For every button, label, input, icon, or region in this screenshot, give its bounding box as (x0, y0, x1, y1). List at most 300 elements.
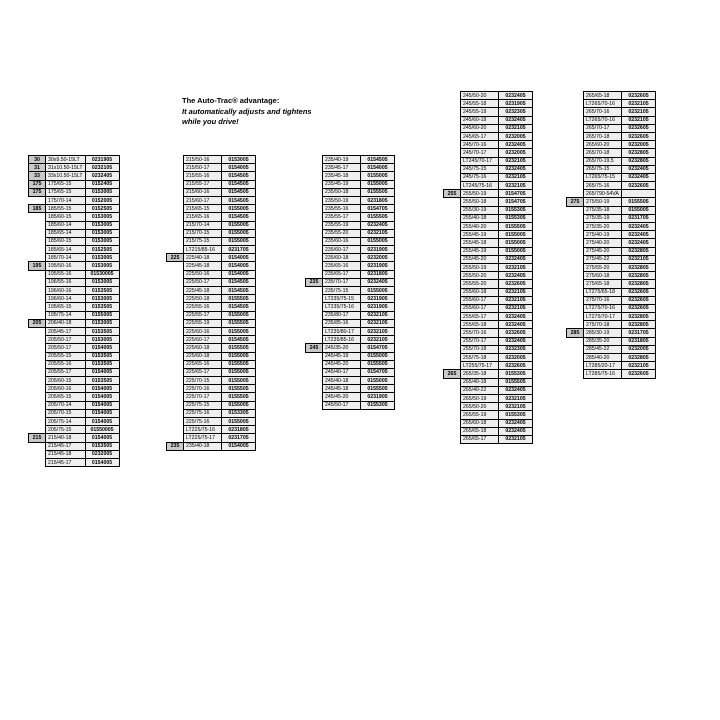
group-spacer (444, 255, 461, 263)
part-number-cell: 0153505 (85, 327, 119, 335)
group-spacer (167, 164, 184, 172)
group-spacer (567, 132, 584, 140)
group-spacer (567, 313, 584, 321)
part-number-cell: 0153505 (85, 377, 119, 385)
table-row (444, 419, 533, 427)
part-number-cell: 0155005 (222, 418, 256, 426)
group-spacer (444, 321, 461, 329)
table-row (29, 336, 120, 344)
table-row (444, 223, 533, 231)
table-row (167, 442, 256, 450)
part-number-cell: 0155505 (499, 378, 533, 386)
tire-size-cell: 225/50-17 (184, 278, 222, 286)
group-spacer (567, 304, 584, 312)
table-row (444, 173, 533, 181)
group-spacer (167, 344, 184, 352)
table-row (567, 100, 656, 108)
table-row (444, 116, 533, 124)
part-number-cell: 0152005 (85, 196, 119, 204)
tire-size-cell: 225/50-16 (184, 270, 222, 278)
tire-size-cell: 235/80-17 (323, 311, 361, 319)
part-number-cell: 0153305 (222, 409, 256, 417)
group-spacer (29, 237, 46, 245)
part-number-cell: 0155505 (499, 223, 533, 231)
tire-size-cell: 275/40-20 (584, 239, 622, 247)
part-number-cell: 0153005 (85, 336, 119, 344)
table-row (29, 327, 120, 335)
group-spacer (29, 221, 46, 229)
group-spacer (306, 295, 323, 303)
group-label: 235 (306, 278, 323, 286)
group-spacer (567, 362, 584, 370)
group-spacer (444, 100, 461, 108)
part-number-cell: 0155305 (499, 214, 533, 222)
part-number-cell: 0232405 (499, 313, 533, 321)
part-number-cell: 0231905 (361, 246, 395, 254)
part-number-cell: 0155005 (499, 247, 533, 255)
part-number-cell: 0232105 (361, 336, 395, 344)
tire-size-cell: 225/50-18 (184, 295, 222, 303)
headline-line-2: It automatically adjusts and tightens (182, 106, 312, 116)
group-spacer (29, 426, 46, 434)
part-number-cell: 0232305 (499, 345, 533, 353)
table-row (29, 164, 120, 172)
part-number-cell: 0153505 (85, 352, 119, 360)
table-row (167, 172, 256, 180)
part-number-cell: 0154005 (85, 434, 119, 442)
part-number-cell: 0154505 (222, 278, 256, 286)
table-row (567, 345, 656, 353)
tire-size-cell: 265/70-18 (584, 132, 622, 140)
group-spacer (444, 182, 461, 190)
part-number-cell: 01530005 (85, 270, 119, 278)
part-number-cell: 0153005 (85, 221, 119, 229)
part-number-cell: 0154005 (85, 344, 119, 352)
table-row (167, 196, 256, 204)
table-row (444, 370, 533, 378)
part-number-cell: 0232605 (622, 370, 656, 378)
table-row (444, 182, 533, 190)
table-row (444, 304, 533, 312)
table-row (29, 352, 120, 360)
tire-size-cell: 265/50-20 (461, 403, 499, 411)
part-number-cell: 0232805 (622, 280, 656, 288)
tire-size-cell: 265/65-17 (461, 435, 499, 443)
group-spacer (567, 337, 584, 345)
table-row (306, 377, 395, 385)
group-spacer (167, 352, 184, 360)
group-spacer (444, 108, 461, 116)
tire-size-cell: 225/40-18 (184, 254, 222, 262)
part-number-cell: 0154505 (222, 287, 256, 295)
tire-size-cell: 255/70-17 (461, 337, 499, 345)
part-number-cell: 0231705 (222, 246, 256, 254)
part-number-cell: 0232105 (622, 362, 656, 370)
part-number-cell: 0232105 (499, 157, 533, 165)
tire-size-cell: 215/70-14 (184, 221, 222, 229)
tire-size-cell: 185/60-15 (46, 213, 86, 221)
group-spacer (306, 172, 323, 180)
tire-size-cell: 225/75-15 (184, 401, 222, 409)
part-number-cell: 0232105 (499, 394, 533, 402)
part-number-cell: 0232105 (499, 288, 533, 296)
tire-size-cell: 215/50-16 (184, 156, 222, 164)
group-spacer (167, 303, 184, 311)
group-spacer (29, 311, 46, 319)
group-spacer (306, 205, 323, 213)
tire-size-cell: 205/70-15 (46, 409, 86, 417)
group-spacer (306, 336, 323, 344)
part-number-cell: 0154705 (361, 368, 395, 376)
part-number-cell: 0232005 (499, 149, 533, 157)
tire-size-cell: 215/60-16 (184, 188, 222, 196)
table-row (444, 354, 533, 362)
group-label: 31 (29, 164, 46, 172)
part-number-cell: 0232405 (499, 141, 533, 149)
table-row (167, 188, 256, 196)
part-number-cell: 0155505 (222, 385, 256, 393)
table-row (29, 393, 120, 401)
tire-size-cell: 205/55-16 (46, 360, 86, 368)
tire-size-cell: LT245/75-16 (461, 182, 499, 190)
table-row (444, 427, 533, 435)
table-row (167, 393, 256, 401)
part-number-cell: 0232105 (361, 229, 395, 237)
table-row (167, 336, 256, 344)
tire-size-cell: 245/45-20 (323, 360, 361, 368)
group-spacer (444, 296, 461, 304)
table-row (29, 295, 120, 303)
tire-size-cell: 245/75-16 (461, 173, 499, 181)
tire-size-cell: 255/65-17 (461, 313, 499, 321)
tire-size-cell: 225/75-16 (184, 418, 222, 426)
group-spacer (444, 263, 461, 271)
table-row (167, 180, 256, 188)
part-number-cell: 0232805 (622, 272, 656, 280)
group-spacer (29, 418, 46, 426)
group-spacer (306, 352, 323, 360)
part-number-cell: 0154005 (85, 458, 119, 466)
part-number-cell: 0154505 (222, 336, 256, 344)
part-number-cell: 0232005 (499, 354, 533, 362)
tire-size-cell: 225/45-18 (184, 262, 222, 270)
tire-size-cell: 205/45-17 (46, 327, 86, 335)
table-row (306, 180, 395, 188)
table-row (29, 344, 120, 352)
group-spacer (567, 255, 584, 263)
table-row (306, 246, 395, 254)
part-number-cell: 0232405 (622, 223, 656, 231)
group-spacer (167, 327, 184, 335)
part-number-cell: 0232605 (622, 288, 656, 296)
table-row (444, 386, 533, 394)
tire-size-cell: 275/70-18 (584, 321, 622, 329)
table-row (567, 296, 656, 304)
group-spacer (567, 141, 584, 149)
part-number-cell: 0232605 (499, 329, 533, 337)
part-number-cell: 0154705 (361, 205, 395, 213)
tire-size-cell: 225/60-18 (184, 344, 222, 352)
tire-size-cell: 225/45-18 (184, 287, 222, 295)
table-row (444, 141, 533, 149)
tire-size-cell: 225/75-16 (184, 409, 222, 417)
part-number-cell: 0154705 (361, 344, 395, 352)
group-spacer (167, 385, 184, 393)
part-number-cell: 0232005 (85, 450, 119, 458)
tire-size-cell: 245/70-16 (461, 141, 499, 149)
part-number-cell: 0154505 (222, 303, 256, 311)
tire-size-cell: 275/70-16 (584, 296, 622, 304)
table-row (29, 450, 120, 458)
table-row (567, 149, 656, 157)
part-number-cell: 0231905 (499, 100, 533, 108)
group-spacer (444, 116, 461, 124)
part-number-cell: 0232605 (622, 304, 656, 312)
part-number-cell: 0232405 (499, 272, 533, 280)
part-number-cell: 0231805 (222, 426, 256, 434)
part-number-cell: 0231705 (222, 434, 256, 442)
group-spacer (167, 336, 184, 344)
table-row (167, 385, 256, 393)
group-spacer (306, 385, 323, 393)
part-number-cell: 0154005 (85, 409, 119, 417)
table-row (167, 426, 256, 434)
table-row (444, 435, 533, 443)
group-spacer (567, 165, 584, 173)
tire-size-cell: 245/50-17 (323, 401, 361, 409)
table-row (567, 370, 656, 378)
table-row (444, 403, 533, 411)
group-spacer (306, 360, 323, 368)
group-spacer (306, 213, 323, 221)
part-number-cell: 0231905 (361, 393, 395, 401)
tire-size-cell: 275/45-20 (584, 247, 622, 255)
group-spacer (29, 327, 46, 335)
group-spacer (29, 393, 46, 401)
part-number-cell: 0154005 (222, 262, 256, 270)
table-row (167, 368, 256, 376)
part-number-cell: 0153505 (85, 442, 119, 450)
part-number-cell: 0154705 (499, 198, 533, 206)
part-number-cell: 0155005 (361, 237, 395, 245)
group-spacer (567, 116, 584, 124)
part-number-cell: 0232105 (85, 164, 119, 172)
part-number-cell: 0232605 (499, 362, 533, 370)
tire-size-cell: 195/65-15 (46, 303, 86, 311)
table-row (567, 362, 656, 370)
part-number-cell: 0155505 (222, 360, 256, 368)
tire-size-cell: 31x10.50-15LT (46, 164, 86, 172)
table-row (567, 288, 656, 296)
table-row (444, 329, 533, 337)
part-number-cell: 0155005 (361, 172, 395, 180)
table-row (444, 394, 533, 402)
group-spacer (306, 246, 323, 254)
part-number-cell: 0232805 (622, 354, 656, 362)
group-spacer (29, 368, 46, 376)
table-row (444, 321, 533, 329)
group-spacer (167, 221, 184, 229)
tire-size-cell: 285/30-19 (584, 329, 622, 337)
table-row (306, 344, 395, 352)
group-label: 175 (29, 188, 46, 196)
group-spacer (567, 173, 584, 181)
tire-size-cell: 235/50-18 (323, 188, 361, 196)
tire-size-cell: 245/75-15 (461, 165, 499, 173)
part-number-cell: 0231905 (361, 303, 395, 311)
tire-size-cell: 265/70-18 (584, 149, 622, 157)
part-number-cell: 0232105 (361, 327, 395, 335)
group-spacer (567, 354, 584, 362)
tire-size-cell: 285/45-22 (584, 345, 622, 353)
group-spacer (567, 370, 584, 378)
table-row (306, 229, 395, 237)
part-number-cell: 01550005 (85, 426, 119, 434)
table-row (567, 173, 656, 181)
part-number-cell: 0232105 (622, 100, 656, 108)
part-number-cell: 0232805 (622, 321, 656, 329)
table-row (167, 205, 256, 213)
group-spacer (29, 270, 46, 278)
tire-size-cell: LT235/80-17 (323, 327, 361, 335)
part-number-cell: 0232805 (622, 247, 656, 255)
group-spacer (167, 156, 184, 164)
group-spacer (567, 247, 584, 255)
group-label: 225 (167, 254, 184, 262)
tire-size-cell: 275/55-20 (584, 263, 622, 271)
group-label: 235 (167, 442, 184, 450)
group-spacer (444, 362, 461, 370)
group-spacer (567, 100, 584, 108)
group-spacer (167, 319, 184, 327)
group-spacer (167, 196, 184, 204)
tire-size-cell: 245/55-18 (461, 100, 499, 108)
table-row (306, 287, 395, 295)
tire-size-cell: LT225/75-17 (184, 434, 222, 442)
table-row (167, 287, 256, 295)
table-row (444, 124, 533, 132)
tire-size-cell: LT225/75-16 (184, 426, 222, 434)
group-spacer (29, 450, 46, 458)
tire-size-cell: 235/45-19 (323, 180, 361, 188)
group-spacer (167, 434, 184, 442)
group-spacer (29, 246, 46, 254)
part-number-cell: 0232105 (622, 255, 656, 263)
tire-size-cell: 235/50-19 (323, 196, 361, 204)
part-number-cell: 0232805 (622, 263, 656, 271)
part-number-cell: 0155005 (499, 239, 533, 247)
part-number-cell: 0231905 (361, 262, 395, 270)
tire-size-cell: 215/65-16 (184, 213, 222, 221)
table-row (29, 213, 120, 221)
part-number-cell: 0153005 (222, 156, 256, 164)
table-row (29, 270, 120, 278)
part-number-cell: 0232605 (622, 132, 656, 140)
table-row (306, 336, 395, 344)
tire-size-cell: 215/40-18 (46, 434, 86, 442)
tire-size-cell: 285/40-20 (584, 354, 622, 362)
group-spacer (29, 344, 46, 352)
group-spacer (567, 149, 584, 157)
table-row (567, 182, 656, 190)
group-spacer (567, 288, 584, 296)
table-row (167, 237, 256, 245)
part-number-cell: 0153005 (85, 237, 119, 245)
tire-size-cell: 30x9.50-15LT (46, 156, 86, 164)
table-row (567, 165, 656, 173)
group-spacer (306, 368, 323, 376)
table-row (444, 165, 533, 173)
table-row (29, 180, 120, 188)
part-number-cell: 0231705 (622, 329, 656, 337)
tire-size-cell: 225/55-17 (184, 311, 222, 319)
tire-size-cell: 215/70-15 (184, 229, 222, 237)
table-row (167, 327, 256, 335)
table-row (29, 229, 120, 237)
group-spacer (444, 403, 461, 411)
group-spacer (444, 288, 461, 296)
tire-size-cell: 235/55-17 (323, 213, 361, 221)
tire-size-cell: 225/65-16 (184, 360, 222, 368)
group-spacer (444, 427, 461, 435)
tire-size-cell: 196/55-16 (46, 278, 86, 286)
table-row (29, 442, 120, 450)
table-row (167, 311, 256, 319)
tire-size-cell: 205/65-15 (46, 393, 86, 401)
part-number-cell: 0153005 (85, 213, 119, 221)
part-number-cell: 0231805 (361, 196, 395, 204)
group-spacer (567, 92, 584, 100)
tire-size-cell: 235/60-16 (323, 237, 361, 245)
group-spacer (444, 354, 461, 362)
tire-size-cell: 255/40-20 (461, 223, 499, 231)
group-spacer (444, 435, 461, 443)
table-row (29, 409, 120, 417)
tire-size-cell: 225/65-17 (184, 368, 222, 376)
group-spacer (306, 254, 323, 262)
group-spacer (29, 229, 46, 237)
part-number-cell: 0155005 (622, 206, 656, 214)
table-row (567, 329, 656, 337)
part-number-cell: 0155005 (499, 231, 533, 239)
tire-size-cell: LT235/75-16 (323, 303, 361, 311)
part-number-cell: 0155005 (222, 205, 256, 213)
group-spacer (167, 278, 184, 286)
group-spacer (29, 278, 46, 286)
table-row (444, 149, 533, 157)
group-spacer (444, 411, 461, 419)
group-spacer (444, 247, 461, 255)
part-number-cell: 0154005 (85, 385, 119, 393)
part-number-cell: 0232105 (622, 108, 656, 116)
tire-size-cell: 235/45-17 (323, 164, 361, 172)
table-row (167, 278, 256, 286)
table-row (306, 385, 395, 393)
part-number-cell: 0232405 (622, 239, 656, 247)
group-label: 175 (29, 180, 46, 188)
table-row (444, 100, 533, 108)
part-number-cell: 0232405 (622, 165, 656, 173)
tire-size-cell: 245/60-20 (461, 124, 499, 132)
tire-size-cell: LT235/75-15 (323, 295, 361, 303)
table-row (167, 295, 256, 303)
size-table-4 (443, 91, 533, 444)
tire-size-cell: 235/60-18 (323, 254, 361, 262)
table-row (306, 311, 395, 319)
part-number-cell: 0232005 (622, 141, 656, 149)
part-number-cell: 0154505 (222, 172, 256, 180)
tire-size-cell: 225/55-16 (184, 303, 222, 311)
